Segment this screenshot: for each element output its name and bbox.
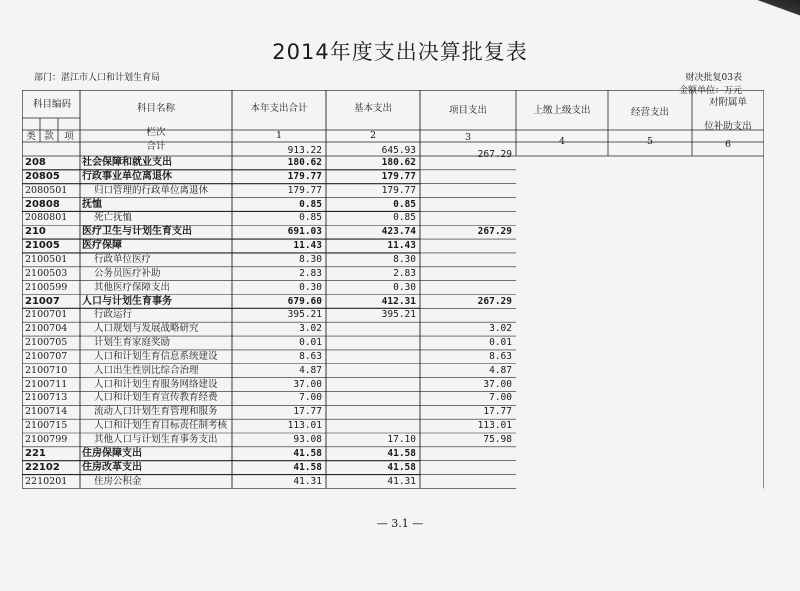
- budget-table: [22, 90, 764, 490]
- row-name: 行政单位医疗: [94, 253, 152, 265]
- row-basic: 11.43: [387, 240, 416, 252]
- row-name: 人口规划与发展战略研究: [94, 323, 199, 335]
- header-project: 项目支出: [448, 105, 487, 116]
- row-name: 计划生育家庭奖励: [94, 337, 171, 349]
- row-total: 93.08: [293, 434, 322, 445]
- row-code: 2100715: [25, 420, 68, 432]
- row-basic: 2.83: [393, 267, 416, 279]
- header-basic: 基本支出: [353, 103, 392, 114]
- row-basic: [326, 322, 416, 336]
- row-total: 691.03: [287, 226, 322, 238]
- row-basic: [326, 336, 416, 350]
- row-project: [420, 170, 512, 184]
- row-project: 8.63: [489, 350, 512, 362]
- header-name: 科目名称: [136, 103, 175, 114]
- row-code: 2100503: [25, 267, 68, 279]
- row-project: [420, 461, 512, 475]
- row-basic: 423.74: [381, 226, 416, 238]
- header-xiang: 项: [64, 131, 74, 142]
- row-project: 113.01: [477, 420, 512, 432]
- row-total: 37.00: [293, 378, 322, 390]
- row-project: 75.98: [483, 434, 512, 445]
- row-total: 395.21: [287, 309, 322, 321]
- row-code: 2100710: [25, 364, 68, 376]
- row-code: 221: [25, 447, 46, 459]
- header-total: 本年支出合计: [250, 103, 308, 114]
- row-code: 20805: [25, 170, 60, 182]
- row-basic: [326, 391, 416, 405]
- header-kuan: 款: [44, 131, 54, 142]
- row-code: 208: [25, 157, 46, 168]
- row-code: 2100799: [25, 434, 68, 445]
- row-project: [420, 475, 512, 489]
- row-code: 22102: [25, 461, 60, 473]
- row-project: 37.00: [483, 378, 512, 390]
- department-label: 部门：湛江市人口和计划生育局: [34, 73, 161, 83]
- row-name: 行政事业单位离退休: [82, 170, 172, 182]
- row-basic: 41.58: [387, 447, 416, 459]
- row-project: 17.77: [483, 406, 512, 418]
- col-number-1: 1: [275, 130, 283, 141]
- row-name: 其他人口与计划生育事务支出: [94, 434, 218, 445]
- row-name: 抚恤: [82, 198, 102, 210]
- row-code: 2080801: [25, 212, 68, 224]
- row-total: 17.77: [293, 406, 322, 418]
- scan-corner-shadow: [680, 0, 800, 40]
- row-basic: 179.77: [381, 184, 416, 196]
- row-total: 0.85: [299, 212, 322, 224]
- row-project: [420, 253, 512, 267]
- header-total-label: 合计: [146, 141, 166, 152]
- header-subsidy-line2: 位补助支出: [704, 121, 752, 132]
- row-name: 人口和计划生育宣传教育经费: [94, 392, 218, 404]
- row-name: 其他医疗保障支出: [94, 281, 171, 293]
- header-business: 经营支出: [630, 107, 669, 118]
- row-name: 人口和计划生育信息系统建设: [94, 350, 218, 362]
- row-name: 死亡抚恤: [94, 212, 133, 224]
- row-total: 8.63: [299, 350, 322, 362]
- row-project: [420, 239, 512, 253]
- row-basic: 41.31: [387, 475, 416, 487]
- row-project: [420, 156, 512, 170]
- row-project: 3.02: [489, 323, 512, 335]
- header-lei: 类: [26, 131, 36, 142]
- page-title: 2014年度支出决算批复表: [272, 40, 528, 64]
- row-total: 179.77: [287, 170, 322, 182]
- row-basic: 0.85: [393, 212, 416, 224]
- header-row-label: 栏次: [146, 127, 166, 138]
- row-basic: 395.21: [381, 309, 416, 321]
- row-code: 2100711: [25, 378, 68, 390]
- row-total: 0.01: [299, 337, 322, 349]
- header-subsidy-line1: 对附属单: [708, 97, 747, 108]
- row-total: 179.77: [287, 184, 322, 196]
- row-basic: 17.10: [387, 434, 416, 445]
- row-code: 2100707: [25, 350, 68, 362]
- row-project: [420, 308, 512, 322]
- row-project: 7.00: [489, 392, 512, 404]
- row-project: 267.29: [477, 295, 512, 307]
- row-basic: 180.62: [381, 157, 416, 168]
- row-name: 社会保障和就业支出: [82, 157, 172, 168]
- row-total: 41.31: [293, 475, 322, 487]
- row-project: [420, 211, 512, 225]
- row-code: 210: [25, 226, 46, 238]
- row-total: 0.30: [299, 281, 322, 293]
- row-project: [420, 447, 512, 461]
- row-name: 人口出生性别比综合治理: [94, 364, 199, 376]
- row-name: 住房公积金: [94, 475, 142, 487]
- row-project: 4.87: [489, 364, 512, 376]
- row-total: 0.85: [299, 198, 322, 210]
- header-upper: 上缴上级支出: [533, 105, 591, 116]
- row-name: 人口和计划生育服务网络建设: [94, 378, 218, 390]
- row-code: 21005: [25, 240, 60, 252]
- row-project: 0.01: [489, 337, 512, 349]
- row-code: 2080501: [25, 184, 68, 196]
- total-sum: 913.22: [287, 145, 322, 156]
- header-code: 科目编码: [32, 99, 71, 110]
- row-basic: [326, 405, 416, 419]
- row-code: 2100599: [25, 281, 68, 293]
- row-basic: [326, 364, 416, 378]
- row-total: 41.58: [293, 447, 322, 459]
- row-project: [420, 198, 512, 212]
- form-code: 财决批复03表: [685, 73, 742, 83]
- row-project: [420, 267, 512, 281]
- row-total: 8.30: [299, 253, 322, 265]
- row-basic: [326, 419, 416, 433]
- row-name: 人口和计划生育目标责任制考核: [94, 420, 228, 432]
- page-number: — 3.1 —: [376, 517, 424, 530]
- col-number-2: 2: [369, 130, 377, 141]
- total-basic: 645.93: [381, 145, 416, 156]
- row-total: 4.87: [299, 364, 322, 376]
- row-name: 流动人口计划生育管理和服务: [94, 406, 218, 418]
- col-number-3: 3: [464, 132, 472, 143]
- col-number-4: 4: [558, 136, 566, 147]
- row-total: 3.02: [299, 323, 322, 335]
- row-code: 20808: [25, 198, 60, 210]
- row-code: 2100704: [25, 323, 68, 335]
- row-project: [420, 184, 512, 198]
- row-name: 住房改革支出: [82, 461, 142, 473]
- total-project: 267.29: [477, 149, 512, 160]
- row-basic: [326, 350, 416, 364]
- row-code: 2100714: [25, 406, 68, 418]
- row-total: 7.00: [299, 392, 322, 404]
- row-name: 医疗保障: [82, 240, 122, 252]
- row-total: 113.01: [287, 420, 322, 432]
- row-project: [420, 281, 512, 295]
- row-basic: 41.58: [387, 461, 416, 473]
- row-code: 2100705: [25, 337, 68, 349]
- col-number-5: 5: [646, 136, 654, 147]
- row-name: 行政运行: [94, 309, 133, 321]
- row-code: 2100701: [25, 309, 68, 321]
- row-basic: [326, 378, 416, 392]
- row-total: 41.58: [293, 461, 322, 473]
- row-code: 2100713: [25, 392, 68, 404]
- row-basic: 412.31: [381, 295, 416, 307]
- col-number-6: 6: [724, 139, 732, 150]
- row-code: 2210201: [25, 475, 68, 487]
- row-total: 2.83: [299, 267, 322, 279]
- row-name: 住房保障支出: [82, 447, 142, 459]
- row-name: 归口管理的行政单位离退休: [94, 184, 209, 196]
- row-basic: 0.85: [393, 198, 416, 210]
- row-basic: 0.30: [393, 281, 416, 293]
- row-total: 11.43: [293, 240, 322, 252]
- row-code: 2100501: [25, 253, 68, 265]
- row-basic: 179.77: [381, 170, 416, 182]
- row-project: 267.29: [477, 226, 512, 238]
- row-name: 医疗卫生与计划生育支出: [82, 226, 192, 238]
- row-name: 公务员医疗补助: [94, 267, 161, 279]
- row-name: 人口与计划生育事务: [82, 295, 172, 307]
- row-basic: 8.30: [393, 253, 416, 265]
- row-total: 679.60: [287, 295, 322, 307]
- row-code: 21007: [25, 295, 60, 307]
- row-total: 180.62: [287, 157, 322, 168]
- amount-unit: 金额单位：万元: [678, 86, 742, 96]
